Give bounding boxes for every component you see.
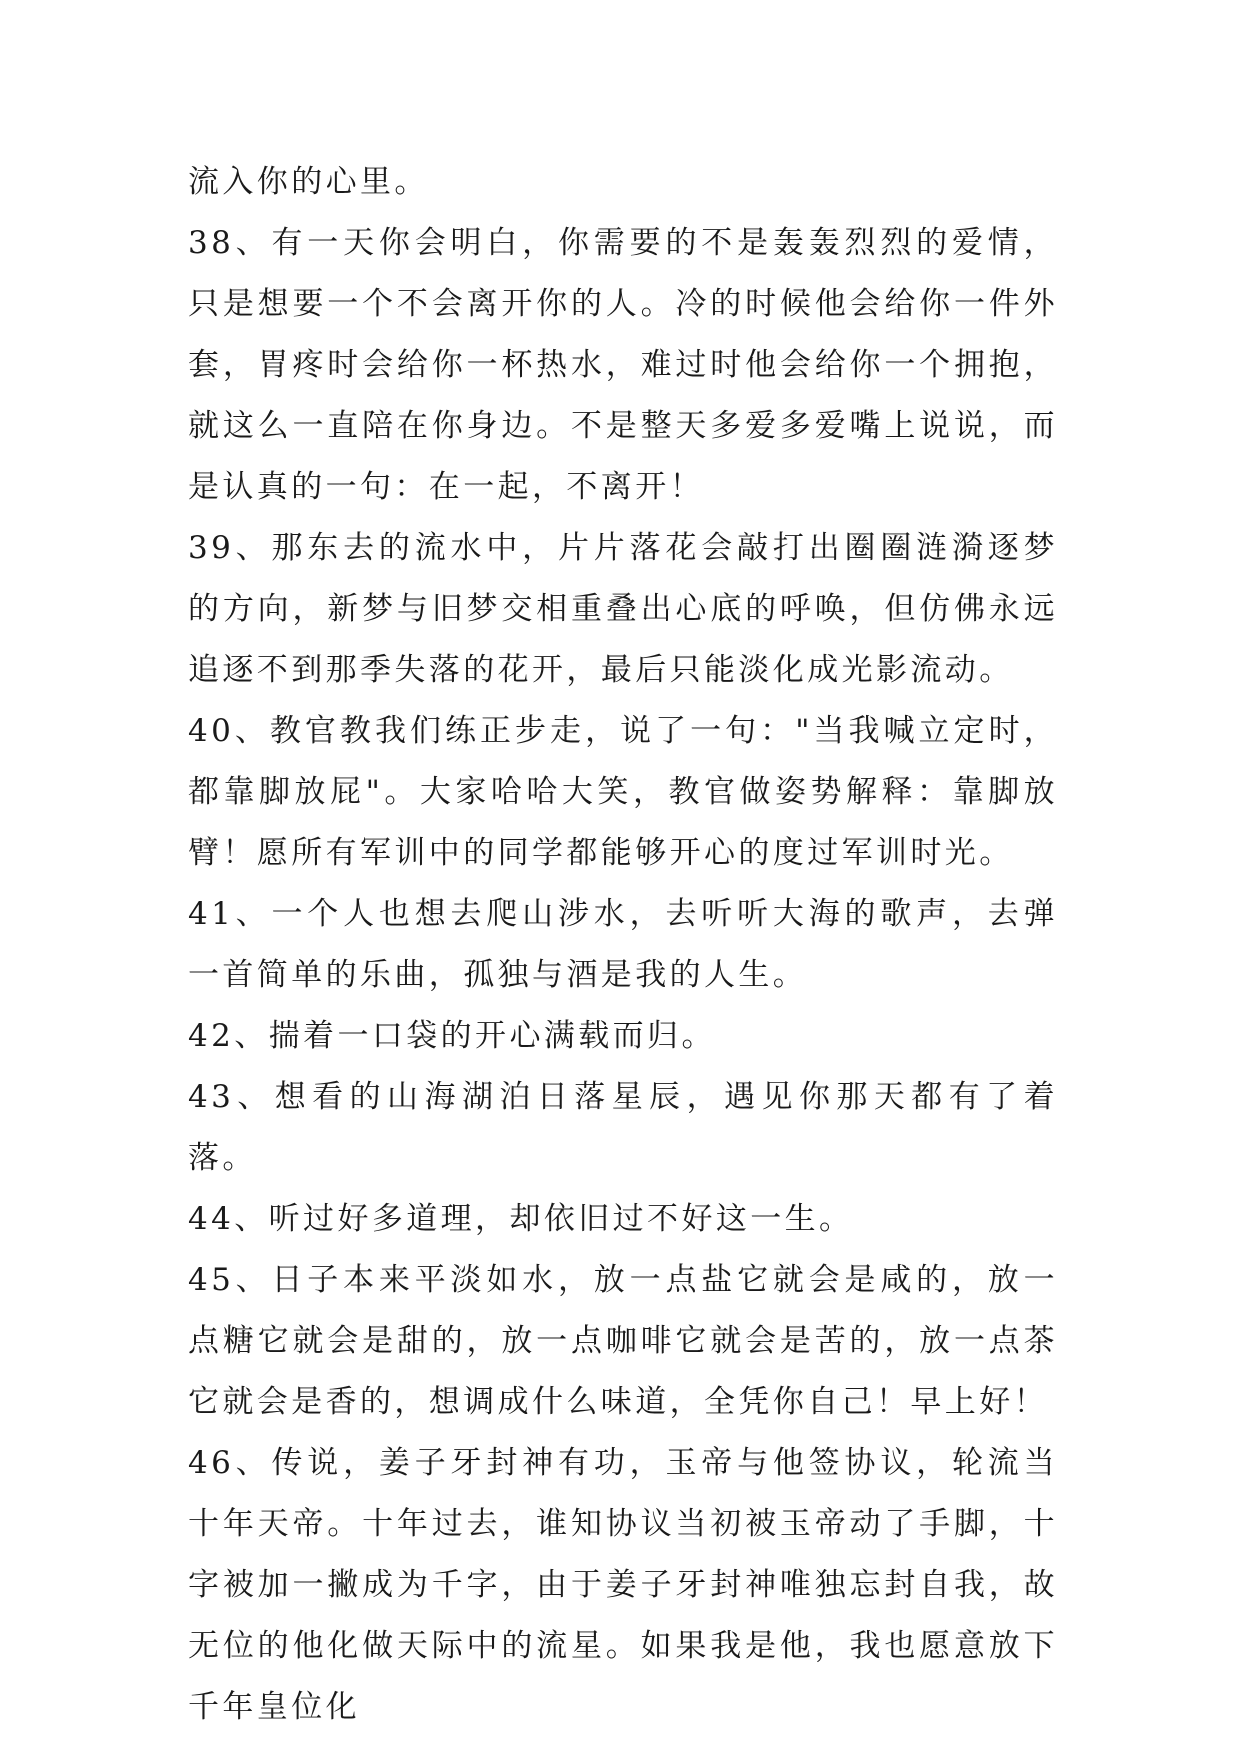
paragraph-41: 41、一个人也想去爬山涉水，去听听大海的歌声，去弹一首简单的乐曲，孤独与酒是我的人生。 (188, 896, 1058, 993)
paragraph-42: 42、揣着一口袋的开心满载而归。 (188, 1018, 716, 1054)
paragraph-39: 39、那东去的流水中，片片落花会敲打出圈圈涟漪逐梦的方向，新梦与旧梦交相重叠出心底的呼唤，但仿佛永远追逐不到那季失落的花开，最后只能淡化成光影流动。 (188, 530, 1058, 688)
paragraph-43: 43、想看的山海湖泊日落星辰，遇见你那天都有了着落。 (188, 1079, 1058, 1176)
paragraph-45: 45、日子本来平淡如水，放一点盐它就会是咸的，放一点糖它就会是甜的，放一点咖啡它就会是苦的，放一点茶它就会是香的，想调成什么味道，全凭你自己！早上好！ (188, 1262, 1058, 1420)
paragraph-continuation: 流入你的心里。 (188, 164, 429, 200)
paragraph-46: 46、传说，姜子牙封神有功，玉帝与他签协议，轮流当十年天帝。十年过去，谁知协议当初被玉帝动了手脚，十字被加一撇成为千字，由于姜子牙封神唯独忘封自我，故无位的他化做天际中的流星。如果我是他，我也愿意放下千年皇位化 (188, 1445, 1058, 1725)
paragraph-38: 38、有一天你会明白，你需要的不是轰轰烈烈的爱情，只是想要一个不会离开你的人。冷的时候他会给你一件外套，胃疼时会给你一杯热水，难过时他会给你一个拥抱，就这么一直陪在你身边。不是整天多爱多爱嘴上说说，而是认真的一句：在一起，不离开！ (188, 225, 1058, 505)
document-body (188, 152, 1058, 1738)
paragraph-40: 40、教官教我们练正步走，说了一句："当我喊立定时，都靠脚放屁"。大家哈哈大笑，教官做姿势解释：靠脚放臂！愿所有军训中的同学都能够开心的度过军训时光。 (188, 713, 1058, 871)
paragraph-44: 44、听过好多道理，却依旧过不好这一生。 (188, 1201, 854, 1237)
